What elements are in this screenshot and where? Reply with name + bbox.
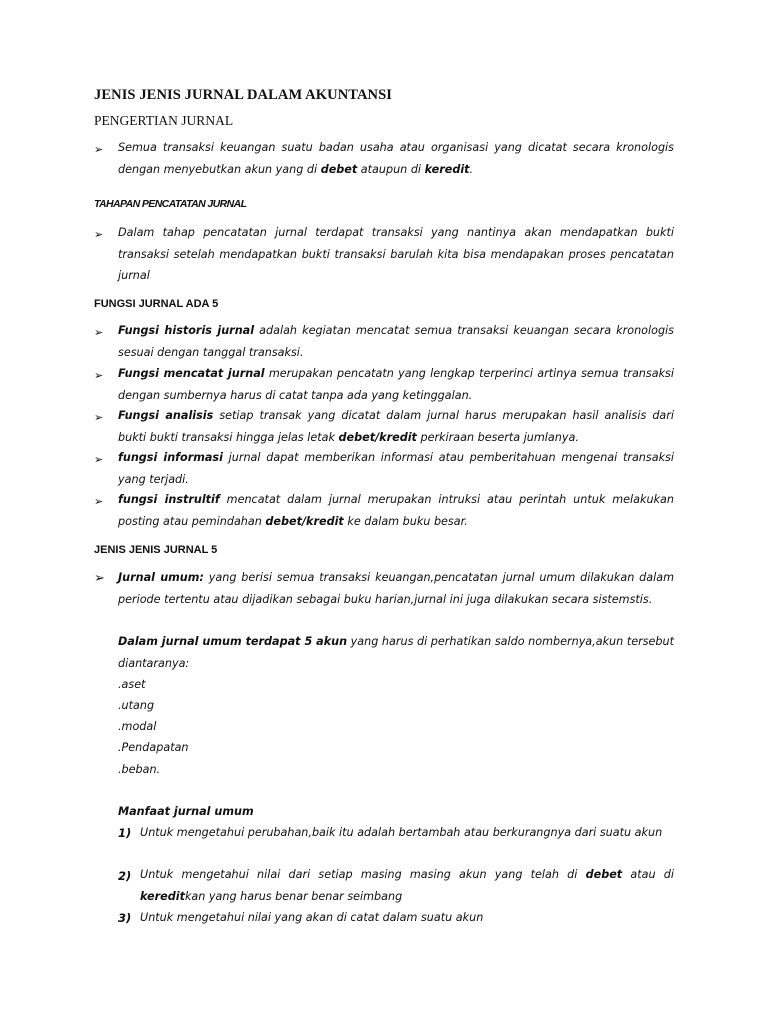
fungsi-item-3: Fungsi analisis setiap transak yang dicatat dalam jurnal harus merupakan hasil analisis dari bukti bukti transaksi hingga jelas letak debet/kredit perkiraan beserta jumlanya. <box>118 409 674 444</box>
heading-tahapan: TAHAPAN PENCATATAN JURNAL <box>94 198 247 210</box>
fungsi-item-5: fungsi instrultif mencatat dalam jurnal merupakan intruksi atau perintah untuk melakukan posting atau pemindahan debet/kredit ke dalam buku besar. <box>118 493 674 528</box>
heading-manfaat: Manfaat jurnal umum <box>118 805 254 818</box>
arrow-bullet-icon: ➢ <box>94 495 104 508</box>
tahapan-paragraph: Dalam tahap pencatatan jurnal terdapat transaksi yang nantinya akan mendapatkan bukti transaksi setelah mendapatkan bukti transaksi barulah kita bisa mendapakan proses pencatatan jurnal <box>118 226 674 282</box>
manfaat-number: 2) <box>118 869 132 883</box>
arrow-bullet-icon: ➢ <box>94 143 104 156</box>
arrow-bullet-icon: ➢ <box>94 453 104 466</box>
akun-list-item: .modal <box>118 720 157 733</box>
subtitle-pengertian: PENGERTIAN JURNAL <box>94 113 234 128</box>
manfaat-item-3: Untuk mengetahui nilai yang akan di catat dalam suatu akun <box>140 911 484 924</box>
page-title: JENIS JENIS JURNAL DALAM AKUNTANSI <box>94 87 393 103</box>
akun-list-item: .Pendapatan <box>118 741 189 754</box>
arrow-bullet-icon: ➢ <box>94 411 104 424</box>
fungsi-item-2: Fungsi mencatat jurnal merupakan pencatatn yang lengkap terperinci artinya semua transaksi dengan sumbernya harus di catat tanpa ada yang ketinggalan. <box>118 367 674 402</box>
manfaat-number: 3) <box>118 911 132 925</box>
definition-paragraph: Semua transaksi keuangan suatu badan usaha atau organisasi yang dicatat secara kronologis dengan menyebutkan akun yang di debet ataupun di keredit. <box>118 141 674 176</box>
manfaat-item-1: Untuk mengetahui perubahan,baik itu adalah bertambah atau berkurangnya dari suatu akun <box>140 826 663 839</box>
arrow-bullet-icon: ➢ <box>94 326 104 339</box>
akun-list-item: .aset <box>118 678 146 691</box>
manfaat-number: 1) <box>118 826 132 840</box>
jurnal-umum-paragraph: Jurnal umum: yang berisi semua transaksi keuangan,pencatatan jurnal umum dilakukan dalam periode tertentu atau dijadikan sebagai buku harian,jurnal ini juga dilakukan secara sistemstis. <box>118 571 675 606</box>
heading-fungsi: FUNGSI JURNAL ADA 5 <box>94 298 219 310</box>
arrow-bullet-icon: ➢ <box>94 571 105 586</box>
heading-jenis: JENIS JENIS JURNAL 5 <box>94 544 218 556</box>
fungsi-item-1: Fungsi historis jurnal adalah kegiatan mencatat semua transaksi keuangan secara kronologis sesuai dengan tanggal transaksi. <box>118 324 674 359</box>
arrow-bullet-icon: ➢ <box>94 228 104 241</box>
arrow-bullet-icon: ➢ <box>94 369 104 382</box>
manfaat-item-2: Untuk mengetahui nilai dari setiap masing masing akun yang telah di debet atau di kereditkan yang harus benar benar seimbang <box>140 868 674 903</box>
akun-list-item: .beban. <box>118 763 161 776</box>
akun-list-item: .utang <box>118 699 155 712</box>
akun-paragraph: Dalam jurnal umum terdapat 5 akun yang harus di perhatikan saldo nombernya,akun tersebut diantaranya: <box>118 635 674 670</box>
fungsi-item-4: fungsi informasi jurnal dapat memberikan informasi atau pemberitahuan mengenai transaksi yang terjadi. <box>118 451 675 486</box>
